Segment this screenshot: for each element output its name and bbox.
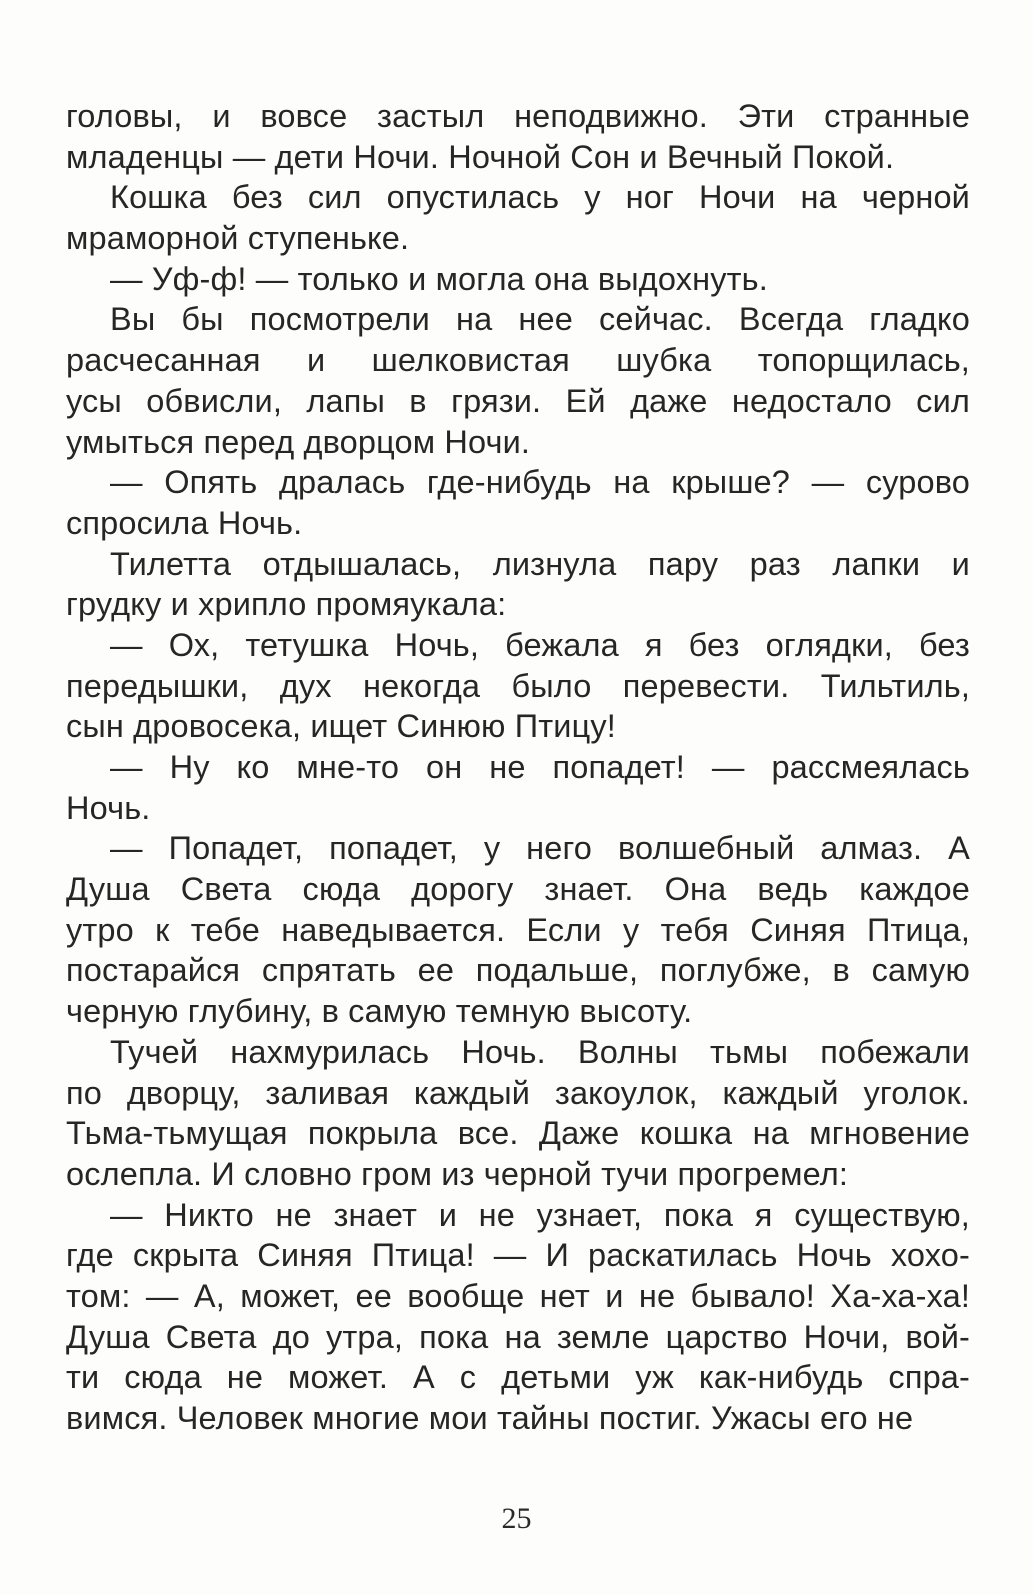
text-line: — Никто не знает и не узнает, пока я существую, [110, 1196, 970, 1233]
paragraph [66, 462, 970, 543]
text-line: Душа Света сюда дорогу знает. Она ведь каждое [66, 871, 970, 908]
text-line: расчесанная и шелковистая шубка топорщилась, [66, 342, 970, 379]
body-text [66, 96, 970, 1439]
text-line: младенцы — дети Ночи. Ночной Сон и Вечный Покой. [66, 138, 895, 175]
text-line: — Ну ко мне-то он не попадет! — рассмеялась [110, 749, 970, 785]
text-line: — Опять дралась где-нибудь на крыше? — сурово [110, 464, 970, 501]
text-line: Тучей нахмурилась Ночь. Волны тьмы побежали [110, 1033, 970, 1070]
paragraph [66, 96, 970, 177]
text-line: сын дровосека, ищет Синюю Птицу! [66, 708, 616, 745]
text-line: Тилетта отдышалась, лизнула пару раз лапки и [110, 545, 970, 582]
paragraph [66, 1195, 970, 1439]
paragraph [66, 828, 970, 1031]
text-line: умыться перед дворцом Ночи. [66, 423, 531, 460]
text-line: — Попадет, попадет, у него волшебный алмаз. А [110, 830, 970, 867]
paragraph [66, 1032, 970, 1195]
paragraph [66, 544, 970, 625]
text-line: передышки, дух некогда было перевести. Тильтиль, [66, 667, 970, 704]
paragraph [66, 299, 970, 462]
text-line: ослепла. И словно гром из черной тучи прогремел: [66, 1155, 849, 1192]
text-line: мраморной ступеньке. [66, 220, 410, 257]
text-line: головы, и вовсе застыл неподвижно. Эти странные [66, 98, 970, 134]
text-line: по дворцу, заливая каждый закоулок, каждый уголок. [66, 1074, 970, 1111]
text-line: том: — А, может, ее вообще нет и не бывало! Ха-ха-ха! [66, 1277, 970, 1314]
text-line: — Уф-ф! — только и могла она выдохнуть. [110, 260, 768, 297]
text-line: Ночь. [66, 789, 151, 826]
text-line: грудку и хрипло промяукала: [66, 586, 507, 623]
text-line: Кошка без сил опустилась у ног Ночи на черной [110, 179, 970, 216]
text-line: усы обвисли, лапы в грязи. Ей даже недостало сил [66, 382, 970, 419]
text-line: вимся. Человек многие мои тайны постиг. Ужасы его не [66, 1400, 914, 1436]
text-line: где скрыта Синяя Птица! — И раскатилась Ночь хохо- [66, 1237, 970, 1274]
text-line: черную глубину, в самую темную высоту. [66, 993, 693, 1030]
text-line: Тьма-тьмущая покрыла все. Даже кошка на мгновение [66, 1115, 970, 1152]
paragraph [66, 177, 970, 258]
paragraph [66, 259, 970, 300]
text-line: — Ох, тетушка Ночь, бежала я без оглядки, без [110, 626, 970, 663]
paragraph [66, 747, 970, 828]
text-line: постарайся спрятать ее подальше, поглубже, в самую [66, 952, 970, 989]
page-number: 25 [501, 1502, 532, 1535]
text-line: спросила Ночь. [66, 504, 303, 541]
text-line: утро к тебе наведывается. Если у тебя Синяя Птица, [66, 911, 970, 948]
text-line: Душа Света до утра, пока на земле царство Ночи, вой- [66, 1318, 970, 1355]
paragraph [66, 625, 970, 747]
text-line: Вы бы посмотрели на нее сейчас. Всегда гладко [110, 301, 970, 338]
text-line: ти сюда не может. А с детьми уж как-нибудь спра- [66, 1359, 970, 1396]
